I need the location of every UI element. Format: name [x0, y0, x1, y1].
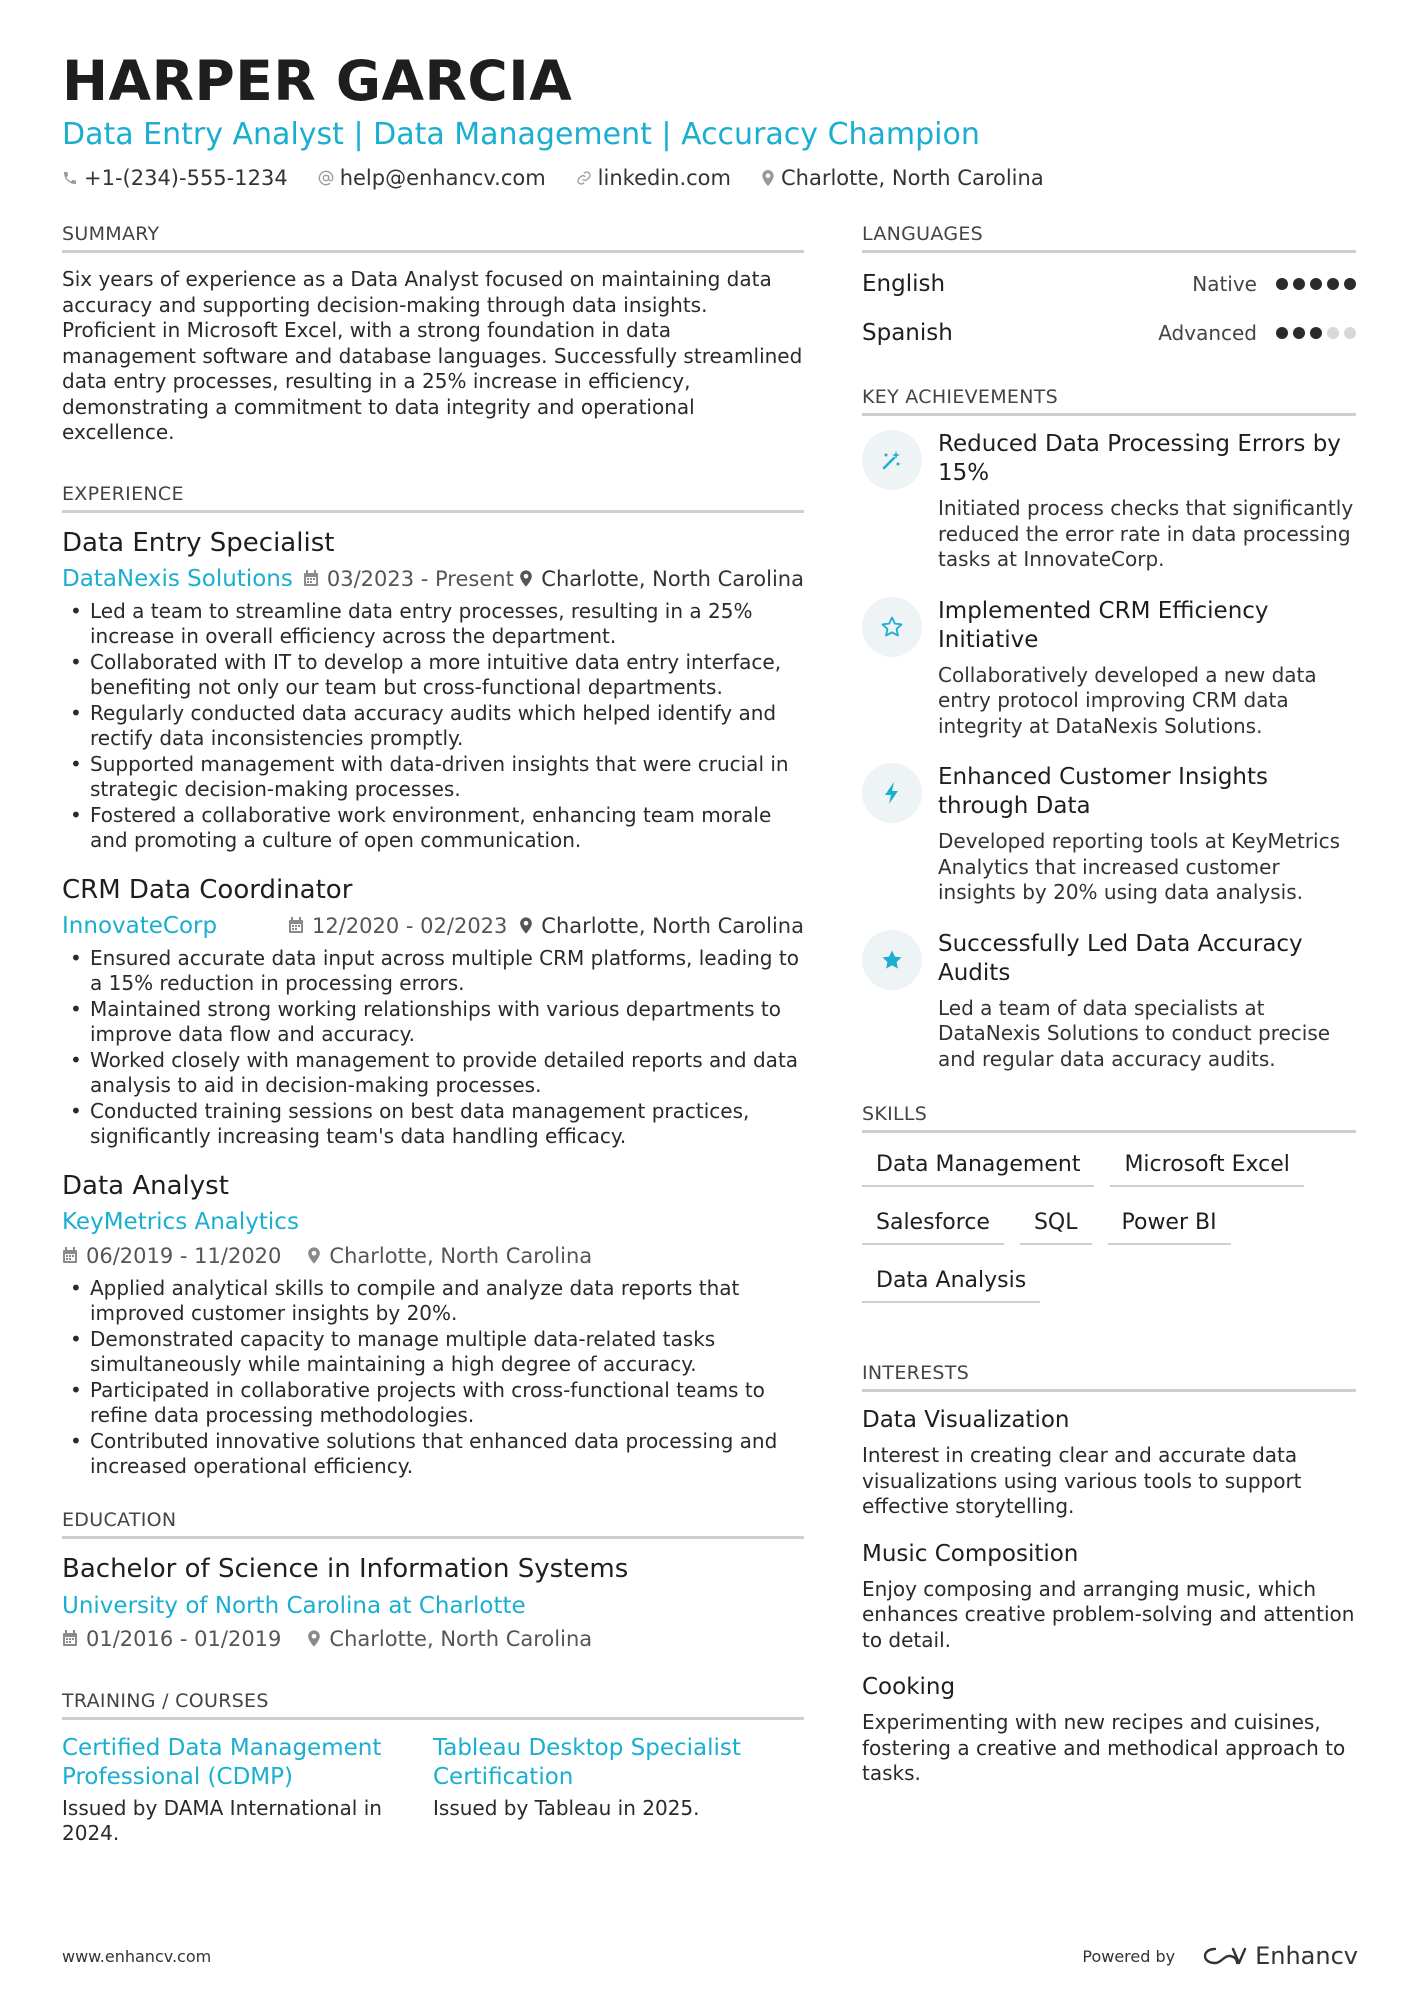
achievement-body [938, 763, 1356, 906]
job-dates [288, 912, 507, 940]
job-meta [62, 1208, 804, 1236]
rating-dot-filled [1276, 278, 1288, 290]
skills-section [862, 1102, 1356, 1321]
education-location-text: Charlotte, North Carolina [329, 1626, 593, 1651]
calendar-icon [288, 917, 304, 934]
job-meta [62, 1242, 804, 1270]
interest-desc: Interest in creating clear and accurate data visualizations using various tools to support effective storytelling. [862, 1443, 1302, 1518]
job-bullet: • Supported management with data-driven insights that were crucial in strategic decision-making processes. [62, 752, 804, 803]
skill-tag: Data Management [862, 1147, 1094, 1187]
company-name: DataNexis Solutions [62, 565, 293, 592]
job-bullet: • Conducted training sessions on best data management practices, significantly increasing team's data handling efficacy. [62, 1099, 804, 1150]
achievement-body [938, 597, 1356, 740]
job-entry [62, 874, 804, 1150]
languages-heading: LANGUAGES [862, 222, 1356, 253]
achievement-icon-badge [862, 763, 922, 823]
job-location [519, 912, 804, 940]
calendar-icon [62, 1630, 78, 1647]
contact-location [761, 166, 1044, 190]
job-bullet: • Worked closely with management to provide detailed reports and data analysis to aid in decision-making processes. [62, 1048, 804, 1099]
left-column [62, 222, 804, 1883]
course-item [433, 1734, 804, 1847]
achievement-body [938, 430, 1356, 573]
enhancv-logo[interactable] [1201, 1942, 1358, 1970]
job-bullet: • Demonstrated capacity to manage multiple data-related tasks simultaneously while maintaining a high degree of accuracy. [62, 1327, 804, 1378]
achievement-item [862, 430, 1356, 573]
achievement-title: Implemented CRM Efficiency Initiative [938, 597, 1269, 653]
contact-email[interactable] [318, 166, 546, 190]
job-meta [62, 565, 804, 593]
skills-heading: SKILLS [862, 1102, 1356, 1133]
rating-dot-filled [1310, 278, 1322, 290]
summary-section [62, 222, 804, 446]
rating-dot-filled [1310, 327, 1322, 339]
job-title: CRM Data Coordinator [62, 874, 353, 905]
job-dates [303, 565, 514, 593]
phone-text: +1-(234)-555-1234 [84, 166, 288, 190]
course-item [62, 1734, 433, 1847]
job-bullet: • Fostered a collaborative work environment, enhancing team morale and promoting a culture of open communication. [62, 803, 804, 854]
phone-icon [62, 170, 78, 186]
interest-item [862, 1540, 1356, 1654]
wand-icon [880, 448, 904, 472]
location-pin-icon [761, 170, 775, 186]
company-name: InnovateCorp [62, 912, 218, 939]
job-bullet: • Ensured accurate data input across multiple CRM platforms, leading to a 15% reduction in processing errors. [62, 946, 804, 997]
job-title: Data Analyst [62, 1170, 229, 1201]
job-location [307, 1242, 592, 1270]
rating-dot-empty [1327, 327, 1339, 339]
experience-section [62, 482, 804, 1480]
course-list [62, 1734, 804, 1847]
languages-section [862, 222, 1356, 357]
achievement-desc: Collaboratively developed a new data entry protocol improving CRM data integrity at DataNexis Solutions. [938, 662, 1317, 738]
language-name: Spanish [862, 319, 953, 346]
job-bullets [62, 946, 804, 1150]
contact-linkedin[interactable] [576, 166, 731, 190]
job-dates-text: 06/2019 - 11/2020 [86, 1243, 282, 1268]
right-column [862, 222, 1356, 1823]
education-section [62, 1508, 804, 1653]
job-bullet: • Regularly conducted data accuracy audits which helped identify and rectify data inconsistencies promptly. [62, 701, 804, 752]
achievement-icon-badge [862, 597, 922, 657]
job-bullet: • Applied analytical skills to compile and analyze data reports that improved customer insights by 20%. [62, 1276, 804, 1327]
brand-name: Enhancv [1255, 1942, 1358, 1970]
course-issuer: Issued by DAMA International in 2024. [62, 1795, 382, 1845]
location-pin-icon [307, 1247, 321, 1264]
achievement-desc: Initiated process checks that significantly reduced the error rate in data processing tasks at InnovateCorp. [938, 496, 1354, 571]
rating-dot-filled [1344, 278, 1356, 290]
job-dates-text: 03/2023 - Present [326, 566, 514, 591]
skills-list [862, 1147, 1356, 1321]
achievement-item [862, 930, 1356, 1073]
course-name: Certified Data Management Professional (CDMP) [62, 1734, 382, 1790]
contact-bar [62, 166, 1362, 190]
rating-dot-empty [1344, 327, 1356, 339]
job-location-text: Charlotte, North Carolina [329, 1243, 593, 1268]
achievement-icon-badge [862, 930, 922, 990]
skill-tag: Data Analysis [862, 1263, 1040, 1303]
footer-url[interactable]: www.enhancv.com [62, 1946, 212, 1966]
linkedin-text: linkedin.com [597, 166, 731, 190]
job-bullets [62, 599, 804, 854]
at-icon [318, 170, 334, 186]
school-name: University of North Carolina at Charlotte [62, 1592, 526, 1619]
interest-title: Music Composition [862, 1540, 1079, 1567]
education-location [307, 1625, 592, 1653]
job-meta [62, 912, 804, 940]
achievement-item [862, 597, 1356, 740]
achievement-icon-badge [862, 430, 922, 490]
course-issuer: Issued by Tableau in 2025. [433, 1795, 700, 1820]
job-bullet: • Maintained strong working relationships with various departments to improve data flow and accuracy. [62, 997, 804, 1048]
interest-item [862, 1673, 1356, 1787]
training-heading: TRAINING / COURSES [62, 1689, 804, 1720]
lightning-icon [881, 781, 903, 805]
achievements-section [862, 385, 1356, 1072]
education-heading: EDUCATION [62, 1508, 804, 1539]
achievement-item [862, 763, 1356, 906]
location-pin-icon [519, 570, 533, 587]
job-bullet: • Led a team to streamline data entry processes, resulting in a 25% increase in overall efficiency across the department. [62, 599, 804, 650]
education-dates-text: 01/2016 - 01/2019 [86, 1626, 282, 1651]
interest-title: Data Visualization [862, 1407, 1070, 1433]
candidate-name: HARPER GARCIA [62, 49, 573, 113]
rating-dot-filled [1293, 278, 1305, 290]
summary-heading: SUMMARY [62, 222, 804, 253]
achievement-title: Successfully Led Data Accuracy Audits [938, 930, 1303, 986]
location-text: Charlotte, North Carolina [780, 166, 1044, 190]
job-bullet: • Collaborated with IT to develop a more intuitive data entry interface, benefiting not only our team but cross-functional departments. [62, 650, 804, 701]
education-dates [62, 1625, 281, 1653]
job-location-text: Charlotte, North Carolina [541, 913, 804, 938]
job-entry [62, 1170, 804, 1480]
star-filled-icon [880, 948, 904, 972]
language-name: English [862, 270, 946, 297]
powered-by-label: Powered by [1082, 1946, 1176, 1966]
link-icon [576, 170, 592, 186]
skill-tag: Salesforce [862, 1205, 1004, 1245]
language-rating [1271, 327, 1356, 339]
interest-desc: Experimenting with new recipes and cuisines, fostering a creative and methodical approach to tasks. [862, 1710, 1346, 1785]
job-bullets [62, 1276, 804, 1480]
job-location [519, 565, 804, 593]
interests-heading: INTERESTS [862, 1361, 1356, 1392]
degree-title: Bachelor of Science in Information Systems [62, 1553, 629, 1584]
experience-heading: EXPERIENCE [62, 482, 804, 513]
summary-text: Six years of experience as a Data Analyst focused on maintaining data accuracy and supporting decision-making through data insights. Proficient in Microsoft Excel, with a strong foundation in data management software and database languages. Successfully streamlined data entry processes, resulting in a 25% increase in efficiency, demonstrating a commitment to data integrity and operational excellence. [62, 267, 803, 444]
interest-item [862, 1406, 1356, 1520]
language-level: Advanced [1158, 320, 1257, 345]
skill-tag: Power BI [1108, 1205, 1231, 1245]
email-text: help@enhancv.com [339, 166, 546, 190]
company-name: KeyMetrics Analytics [62, 1208, 299, 1235]
language-rating [1271, 278, 1356, 290]
job-bullet: • Participated in collaborative projects with cross-functional teams to refine data processing methodologies. [62, 1378, 804, 1429]
contact-phone[interactable] [62, 166, 288, 190]
job-location-text: Charlotte, North Carolina [541, 566, 804, 591]
resume-header [62, 50, 1362, 190]
language-level: Native [1192, 271, 1257, 296]
rating-dot-filled [1327, 278, 1339, 290]
candidate-headline: Data Entry Analyst | Data Management | Accuracy Champion [62, 117, 980, 152]
location-pin-icon [519, 917, 533, 934]
language-item [862, 308, 1356, 357]
training-section [62, 1689, 804, 1847]
footer-brand [1082, 1942, 1358, 1970]
skill-tag: SQL [1020, 1205, 1092, 1245]
enhancv-logo-icon [1201, 1945, 1247, 1967]
language-item [862, 259, 1356, 308]
job-dates-text: 12/2020 - 02/2023 [312, 913, 508, 938]
calendar-icon [62, 1247, 78, 1264]
job-entry [62, 527, 804, 854]
rating-dot-filled [1293, 327, 1305, 339]
page-footer [62, 1942, 1358, 1970]
job-title: Data Entry Specialist [62, 527, 335, 558]
course-name: Tableau Desktop Specialist Certification [433, 1734, 741, 1790]
interests-section [862, 1361, 1356, 1787]
education-meta [62, 1625, 804, 1653]
job-dates [62, 1242, 281, 1270]
achievement-desc: Developed reporting tools at KeyMetrics Analytics that increased customer insights by 20% using data analysis. [938, 829, 1341, 904]
achievement-desc: Led a team of data specialists at DataNexis Solutions to conduct precise and regular data accuracy audits. [938, 995, 1331, 1071]
achievement-body [938, 930, 1356, 1073]
location-pin-icon [307, 1630, 321, 1647]
job-bullet: • Contributed innovative solutions that enhanced data processing and increased operational efficiency. [62, 1429, 804, 1480]
interest-title: Cooking [862, 1674, 956, 1700]
star-outline-icon [880, 615, 904, 639]
achievement-title: Reduced Data Processing Errors by 15% [938, 431, 1341, 486]
achievements-heading: KEY ACHIEVEMENTS [862, 385, 1356, 416]
rating-dot-filled [1276, 327, 1288, 339]
skill-tag: Microsoft Excel [1110, 1147, 1303, 1187]
calendar-icon [303, 570, 319, 587]
interest-desc: Enjoy composing and arranging music, which enhances creative problem-solving and attention to detail. [862, 1576, 1355, 1652]
achievement-title: Enhanced Customer Insights through Data [938, 764, 1269, 819]
